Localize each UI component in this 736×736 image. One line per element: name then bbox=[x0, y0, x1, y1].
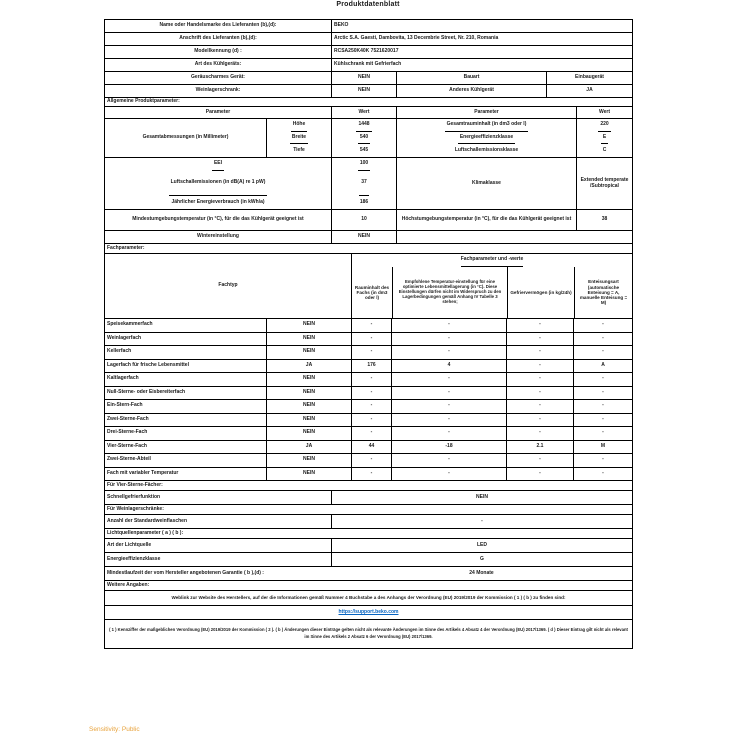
label-gesamtrauminhalt: Gesamtrauminhalt (in dm3 oder l) bbox=[445, 119, 529, 132]
dimension-values-column bbox=[331, 119, 396, 157]
compartment-params-header-group bbox=[351, 254, 632, 318]
compartment-row bbox=[105, 333, 632, 347]
compartment-present-cell: NEIN bbox=[266, 400, 351, 413]
compartment-present-cell: NEIN bbox=[266, 373, 351, 386]
ambient-temp-row bbox=[105, 210, 632, 231]
supplier-dual-row bbox=[105, 85, 632, 98]
compartment-name-cell: Null-Sterne- oder Eisbereiterfach bbox=[107, 388, 186, 395]
compartment-row bbox=[105, 400, 632, 414]
compartment-capacity-cell: - bbox=[506, 454, 573, 467]
compartment-capacity-cell: - bbox=[506, 319, 573, 332]
warranty-row bbox=[105, 567, 632, 581]
compartment-row bbox=[105, 454, 632, 468]
header-volume: Rauminhalt des Fachs (in dm3 oder l) bbox=[354, 284, 390, 301]
compartment-volume-cell: - bbox=[351, 346, 391, 359]
light-type-row bbox=[105, 539, 632, 553]
light-type-label: Art der Lichtquelle bbox=[107, 541, 152, 548]
compartment-capacity-cell: - bbox=[506, 360, 573, 373]
compartment-present-cell: JA bbox=[266, 441, 351, 454]
compartments-section-row bbox=[105, 244, 632, 254]
max-temp-label: Höchstumgebungstemperatur (in °C), für die das Kühlgerät geeignet ist bbox=[396, 210, 576, 230]
compartment-volume-cell: - bbox=[351, 454, 391, 467]
compartment-capacity-cell: - bbox=[506, 468, 573, 481]
supplier-row-label: Name oder Handelsmarke des Lieferanten (b),(d): bbox=[159, 22, 277, 29]
compartment-row bbox=[105, 427, 632, 441]
supplier-dual-table bbox=[105, 72, 632, 98]
compartment-capacity-cell: - bbox=[506, 414, 573, 427]
climate-block-row bbox=[105, 158, 632, 210]
compartment-row bbox=[105, 360, 632, 374]
compartment-row bbox=[105, 414, 632, 428]
header-temp: Empfohlene Temperatur-einstellung für eine optimierte Lebensmittellagerung (in °C). Diese Einstellungen dürfen nicht im Widerspruch zu den Lagerbedingungen gemäß Anhang IV Tabelle 3 stehen; bbox=[392, 267, 507, 318]
datasheet-table bbox=[104, 19, 633, 649]
general-header-row bbox=[105, 107, 632, 119]
weblink-intro-text: Weblink zur Website des Herstellers, auf der die Informationen gemäß Nummer 4 Buchstabe a des Anhangs der Verordnung (EU) 2019/2019 der Kommission ( 1 ) ( b ) zu finden sind: bbox=[171, 595, 566, 601]
label-luftschallklasse: Luftschallemissionsklasse bbox=[454, 146, 519, 153]
group-header: Fachparameter und -werte bbox=[461, 254, 524, 267]
compartment-name-cell: Kaltlagerfach bbox=[107, 375, 139, 382]
compartment-volume-cell: - bbox=[351, 400, 391, 413]
dimensions-row bbox=[105, 119, 632, 158]
supplier-row bbox=[105, 59, 632, 72]
compartment-defrost-cell: - bbox=[573, 414, 632, 427]
compartment-temp-cell: - bbox=[391, 400, 506, 413]
compartment-name-cell: Vier-Sterne-Fach bbox=[107, 442, 147, 449]
wine-section-title: Für Weinlagerschränke: bbox=[107, 505, 164, 512]
compartment-defrost-cell: A bbox=[573, 360, 632, 373]
compartment-volume-cell: - bbox=[351, 468, 391, 481]
compartment-temp-cell: - bbox=[391, 319, 506, 332]
compartment-defrost-cell: - bbox=[573, 468, 632, 481]
quick-freeze-value: NEIN bbox=[331, 491, 632, 504]
compartment-volume-cell: - bbox=[351, 387, 391, 400]
page-title: Produktdatenblatt bbox=[336, 1, 400, 8]
dimension-names-column bbox=[266, 119, 331, 157]
compartment-name-cell: Zwei-Sterne-Fach bbox=[107, 415, 149, 422]
compartment-defrost-cell: - bbox=[573, 333, 632, 346]
supplier-row-value: RCSA250K40K 7521620017 bbox=[331, 46, 632, 58]
bottles-value: - bbox=[331, 515, 632, 528]
compartment-defrost-cell: - bbox=[573, 346, 632, 359]
header-defrost: Enteisungsart (automatische Enteisung = A, manuelle Enteisung = M) bbox=[574, 267, 632, 318]
compartment-present-cell: NEIN bbox=[266, 414, 351, 427]
label-energieeffizienzklasse: Energieeffizienzklasse bbox=[458, 132, 515, 145]
value-luftschallklasse: C bbox=[602, 146, 607, 153]
compartment-name-cell: Drei-Sterne-Fach bbox=[107, 429, 148, 436]
winter-value: NEIN bbox=[331, 231, 396, 243]
winter-label: Wintereinstellung bbox=[197, 233, 239, 240]
min-temp-label: Mindestumgebungstemperatur (in °C), für die das Kühlgerät geeignet ist bbox=[132, 216, 304, 223]
light-class-label: Energieeffizienzklasse bbox=[107, 555, 161, 562]
compartment-temp-cell: - bbox=[391, 387, 506, 400]
compartment-capacity-cell: 2.1 bbox=[506, 441, 573, 454]
supplier-row-value: Kühlschrank mit Gefrierfach bbox=[331, 59, 632, 71]
compartment-row bbox=[105, 468, 632, 482]
compartment-temp-cell: 4 bbox=[391, 360, 506, 373]
bottles-row bbox=[105, 515, 632, 529]
dual-label-1: Weinlagerschrank: bbox=[195, 87, 241, 94]
compartment-volume-cell: - bbox=[351, 319, 391, 332]
header-capacity: Gefriervermögen (in kg/24h) bbox=[507, 267, 574, 318]
compartment-volume-cell: - bbox=[351, 414, 391, 427]
compartment-temp-cell: - bbox=[391, 414, 506, 427]
compartment-volume-cell: - bbox=[351, 333, 391, 346]
climate-label: Klimaklasse bbox=[396, 158, 576, 209]
footnote-row bbox=[105, 620, 632, 648]
dual-value-2: Einbaugerät bbox=[546, 72, 632, 84]
compartment-capacity-cell: - bbox=[506, 387, 573, 400]
dual-label-2: Anderes Kühlgerät bbox=[396, 85, 546, 97]
dual-value-1: NEIN bbox=[331, 85, 396, 97]
compartments-section-title: Fachparameter: bbox=[107, 244, 145, 251]
warranty-label: Mindestlaufzeit der vom Hersteller angebotenen Garantie ( b ),(d) : bbox=[107, 569, 264, 576]
winter-row bbox=[105, 231, 632, 244]
compartments-header-row bbox=[105, 254, 632, 319]
compartment-defrost-cell: - bbox=[573, 373, 632, 386]
dim-value-breite: 540 bbox=[358, 132, 370, 145]
header-parameter-left: Parameter bbox=[205, 108, 231, 115]
label-luftschallemissionen: Luftschallemissionen (in dB(A) re 1 pW) bbox=[169, 171, 268, 197]
dual-value-1: NEIN bbox=[331, 72, 396, 84]
compartment-temp-cell: - bbox=[391, 427, 506, 440]
label-energieverbrauch: Jährlicher Energieverbrauch (in kWh/a) bbox=[171, 198, 265, 205]
dim-value-hoehe: 1448 bbox=[356, 119, 371, 132]
compartment-temp-cell: - bbox=[391, 373, 506, 386]
compartment-capacity-cell: - bbox=[506, 333, 573, 346]
quick-freeze-label: Schnellgefrierfunktion bbox=[107, 493, 161, 500]
supplier-row-value: BEKO bbox=[331, 20, 632, 32]
light-class-row bbox=[105, 553, 632, 567]
compartment-defrost-cell: - bbox=[573, 454, 632, 467]
quick-freeze-row bbox=[105, 491, 632, 505]
light-type-value: LED bbox=[331, 539, 632, 552]
light-section-row bbox=[105, 529, 632, 539]
dual-label-1: Geräuscharmes Gerät: bbox=[191, 74, 245, 81]
dim-value-tiefe: 545 bbox=[359, 146, 369, 153]
compartment-name-cell: Fach mit variabler Temperatur bbox=[107, 469, 179, 476]
weblink-intro-row bbox=[105, 591, 632, 606]
general-right-labels-column bbox=[396, 119, 576, 157]
supplier-row-label: Anschrift des Lieferanten (b),(d): bbox=[179, 35, 257, 42]
more-info-section-row bbox=[105, 581, 632, 591]
compartment-present-cell: NEIN bbox=[266, 387, 351, 400]
light-section-title: Lichtquellenparameter ( a ) ( b ): bbox=[107, 529, 184, 536]
energy-values-column bbox=[331, 158, 396, 209]
compartment-temp-cell: - bbox=[391, 346, 506, 359]
compartment-row bbox=[105, 346, 632, 360]
compartment-name-cell: Kellerfach bbox=[107, 348, 132, 355]
warranty-value: 24 Monate bbox=[469, 569, 494, 576]
value-energieverbrauch: 186 bbox=[359, 198, 369, 205]
supplier-row bbox=[105, 33, 632, 46]
dim-name-breite: Breite bbox=[290, 132, 308, 145]
compartment-name-cell: Ein-Stern-Fach bbox=[107, 402, 143, 409]
compartment-temp-cell: - bbox=[391, 333, 506, 346]
supplier-row-label: Art des Kühlgeräts: bbox=[194, 61, 242, 68]
max-temp-value: 38 bbox=[576, 210, 632, 230]
four-star-section-row bbox=[105, 481, 632, 491]
compartment-present-cell: JA bbox=[266, 360, 351, 373]
weblink-row bbox=[105, 606, 632, 620]
value-gesamtrauminhalt: 220 bbox=[598, 119, 610, 132]
compartment-row bbox=[105, 373, 632, 387]
general-section-row bbox=[105, 98, 632, 107]
header-wert-left: Wert bbox=[331, 107, 396, 118]
supplier-row bbox=[105, 20, 632, 33]
min-temp-value: 10 bbox=[331, 210, 396, 230]
compartment-defrost-cell: - bbox=[573, 319, 632, 332]
compartment-capacity-cell: - bbox=[506, 427, 573, 440]
sensitivity-label: Sensitivity: Public bbox=[89, 726, 140, 733]
more-info-section-title: Weitere Angaben: bbox=[107, 581, 150, 588]
compartment-present-cell: NEIN bbox=[266, 468, 351, 481]
light-class-value: G bbox=[331, 553, 632, 566]
energy-labels-column bbox=[105, 158, 331, 209]
general-right-values-column bbox=[576, 119, 632, 157]
dim-name-tiefe: Tiefe bbox=[293, 146, 305, 153]
manufacturer-website-link[interactable]: https://support.beko.com bbox=[338, 608, 399, 615]
supplier-row bbox=[105, 46, 632, 59]
supplier-row-label: Modellkennung (d) : bbox=[194, 48, 242, 55]
dual-label-2: Bauart bbox=[396, 72, 546, 84]
footnote-text: ( 1 ) Kennziffer der maßgeblichen Verordnung (EU) 2019/2019 der Kommission ( 2 ). ( b ) Änderungen dieser Einträge gelten nicht als relevante Änderungen im Sinne des Artikels 4 Absatz 4 der Verordnung (EU) 2017/1369. ( d ) Dieser Eintrag gilt nicht als relevant im Sinne des Artikels 2 Absatz 6 der Verordnung (EU) 2017/1369. bbox=[109, 627, 628, 639]
value-luftschallemissionen: 37 bbox=[359, 171, 369, 197]
header-parameter-right: Parameter bbox=[396, 107, 576, 118]
supplier-dual-row bbox=[105, 72, 632, 85]
supplier-table bbox=[105, 20, 632, 72]
dual-value-2: JA bbox=[546, 85, 632, 97]
fachtyp-header: Fachtyp bbox=[218, 282, 238, 289]
supplier-row-value: Arctic S.A. Gaesti, Dambovita, 13 Decembrie Street, Nr. 210, Romania bbox=[331, 33, 632, 45]
compartment-name-cell: Zwei-Sterne-Abteil bbox=[107, 456, 151, 463]
compartment-temp-cell: - bbox=[391, 454, 506, 467]
compartment-name-cell: Speisekammerfach bbox=[107, 321, 153, 328]
compartment-present-cell: NEIN bbox=[266, 319, 351, 332]
compartments-table bbox=[105, 319, 632, 481]
compartment-row bbox=[105, 441, 632, 455]
wine-section-row bbox=[105, 505, 632, 515]
compartment-row bbox=[105, 319, 632, 333]
label-eei: EEI bbox=[212, 158, 224, 171]
compartment-capacity-cell: - bbox=[506, 373, 573, 386]
compartment-defrost-cell: - bbox=[573, 400, 632, 413]
compartment-capacity-cell: - bbox=[506, 346, 573, 359]
value-energieeffizienzklasse: E bbox=[601, 132, 608, 145]
compartment-present-cell: NEIN bbox=[266, 346, 351, 359]
compartment-row bbox=[105, 387, 632, 401]
compartment-defrost-cell: - bbox=[573, 387, 632, 400]
dim-name-hoehe: Höhe bbox=[291, 119, 308, 132]
compartment-volume-cell: - bbox=[351, 427, 391, 440]
weblink-cell bbox=[105, 606, 632, 619]
compartment-present-cell: NEIN bbox=[266, 333, 351, 346]
four-star-section-title: Für Vier-Sterne-Fächer: bbox=[107, 481, 163, 488]
general-section-title: Allgemeine Produktparameter: bbox=[107, 98, 180, 105]
compartment-volume-cell: 44 bbox=[351, 441, 391, 454]
compartment-volume-cell: - bbox=[351, 373, 391, 386]
bottles-label: Anzahl der Standardweinflaschen bbox=[107, 517, 188, 524]
compartment-subheaders bbox=[352, 267, 632, 318]
compartment-name-cell: Weinlagerfach bbox=[107, 334, 142, 341]
compartment-defrost-cell: M bbox=[573, 441, 632, 454]
dimensions-label: Gesamtabmessungen (in Millimeter) bbox=[142, 134, 229, 141]
compartment-defrost-cell: - bbox=[573, 427, 632, 440]
compartment-name-cell: Lagerfach für frische Lebensmittel bbox=[107, 361, 189, 368]
winter-empty-cell bbox=[396, 231, 632, 243]
header-wert-right: Wert bbox=[576, 107, 632, 118]
compartment-temp-cell: -18 bbox=[391, 441, 506, 454]
compartment-present-cell: NEIN bbox=[266, 427, 351, 440]
climate-value: Extended temperate /Subtropical bbox=[576, 158, 632, 209]
compartment-volume-cell: 176 bbox=[351, 360, 391, 373]
value-eei: 100 bbox=[358, 158, 370, 171]
compartment-present-cell: NEIN bbox=[266, 454, 351, 467]
compartment-temp-cell: - bbox=[391, 468, 506, 481]
compartment-capacity-cell: - bbox=[506, 400, 573, 413]
